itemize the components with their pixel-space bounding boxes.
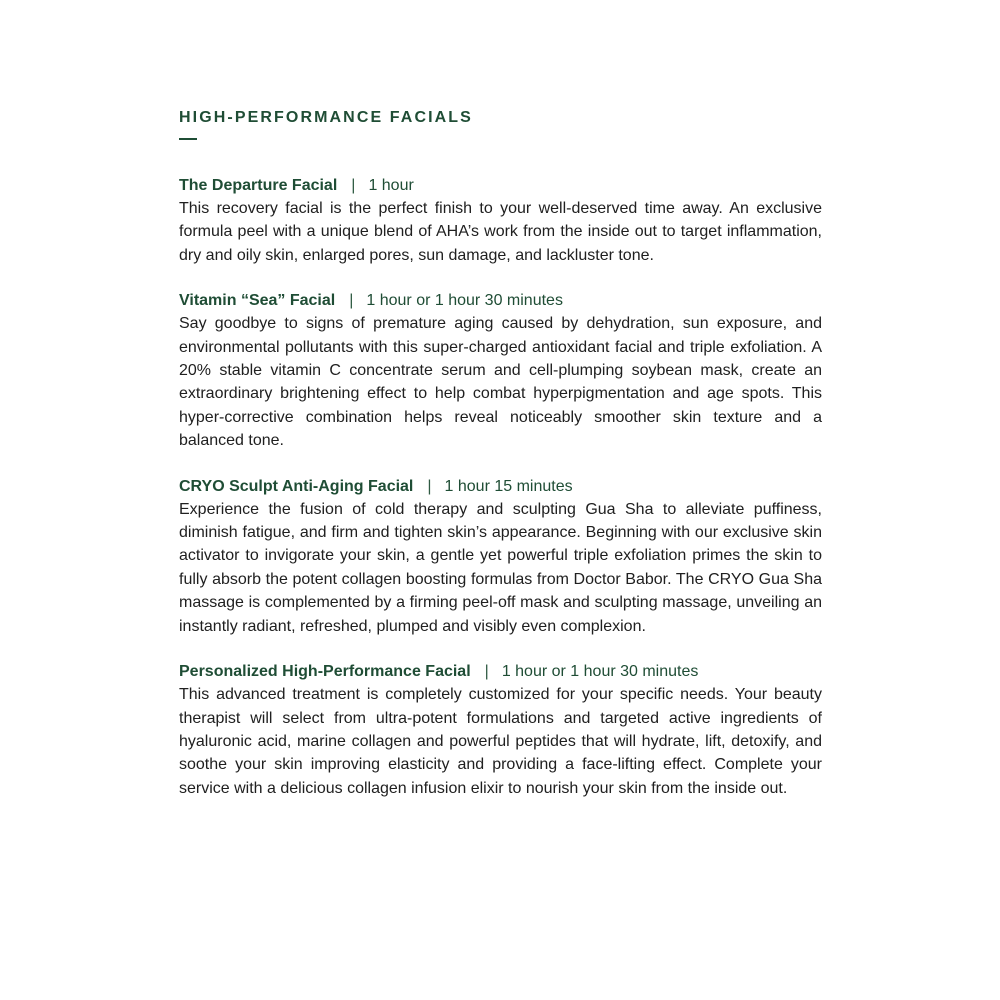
treatment-name: The Departure Facial <box>179 177 338 194</box>
treatment-departure-facial <box>179 174 822 267</box>
treatment-separator: | <box>351 177 356 194</box>
treatment-description: This recovery facial is the perfect finish to your well-deserved time away. An exclusive formula peel with a unique blend of AHA’s work from the inside out to target inflammation, dry and oily skin, enlarged pores, sun damage, and lackluster tone. <box>179 200 822 264</box>
treatment-name: Personalized High-Performance Facial <box>179 663 471 681</box>
treatment-duration: 1 hour 15 minutes <box>444 477 573 495</box>
treatment-separator: | <box>484 663 489 681</box>
facials-menu-page <box>179 108 822 822</box>
treatment-heading <box>179 174 822 197</box>
treatment-cryo-sculpt-facial <box>179 475 822 638</box>
treatment-duration: 1 hour or 1 hour 30 minutes <box>366 292 563 310</box>
treatment-heading <box>179 660 822 683</box>
treatment-duration: 1 hour <box>368 177 414 194</box>
treatment-description: Say goodbye to signs of premature aging caused by dehydration, sun exposure, and environmental pollutants with this super-charged antioxidant facial and triple exfoliation. A 20% stable vitamin C concentrate serum and cell-plumping soybean mask, create an extraordinary brightening effect to help combat hyperpigmentation and age spots. This hyper-corrective combination helps reveal noticeably smoother skin texture and a balanced tone. <box>179 315 822 450</box>
treatment-name: Vitamin “Sea” Facial <box>179 292 336 310</box>
section-title: HIGH-PERFORMANCE FACIALS <box>179 109 473 126</box>
treatment-duration: 1 hour or 1 hour 30 minutes <box>501 663 699 681</box>
treatment-personalized-facial <box>179 660 822 800</box>
treatment-vitamin-sea-facial <box>179 289 822 452</box>
treatment-description: This advanced treatment is completely customized for your specific needs. Your beauty therapist will select from ultra-potent formulations and targeted active ingredients of hyaluronic acid, marine collagen and powerful peptides that will hydrate, lift, detoxify, and soothe your skin improving elasticity and providing a face-lifting effect. Complete your service with a delicious collagen infusion elixir to nourish your skin from the inside out. <box>179 686 822 797</box>
title-underline <box>179 138 197 140</box>
treatment-separator: | <box>349 292 354 310</box>
treatment-separator: | <box>427 477 432 495</box>
treatment-name: CRYO Sculpt Anti-Aging Facial <box>179 477 414 495</box>
treatment-heading <box>179 289 822 312</box>
treatment-heading <box>179 475 822 498</box>
treatment-description: Experience the fusion of cold therapy and sculpting Gua Sha to alleviate puffiness, diminish fatigue, and firm and tighten skin’s appearance. Beginning with our exclusive skin activator to invigorate your skin, a gentle yet powerful triple exfoliation primes the skin to fully absorb the potent collagen boosting formulas from Doctor Babor. The CRYO Gua Sha massage is complemented by a firming peel-off mask and sculpting massage, unveiling an instantly radiant, refreshed, plumped and visibly even complexion. <box>179 500 822 635</box>
